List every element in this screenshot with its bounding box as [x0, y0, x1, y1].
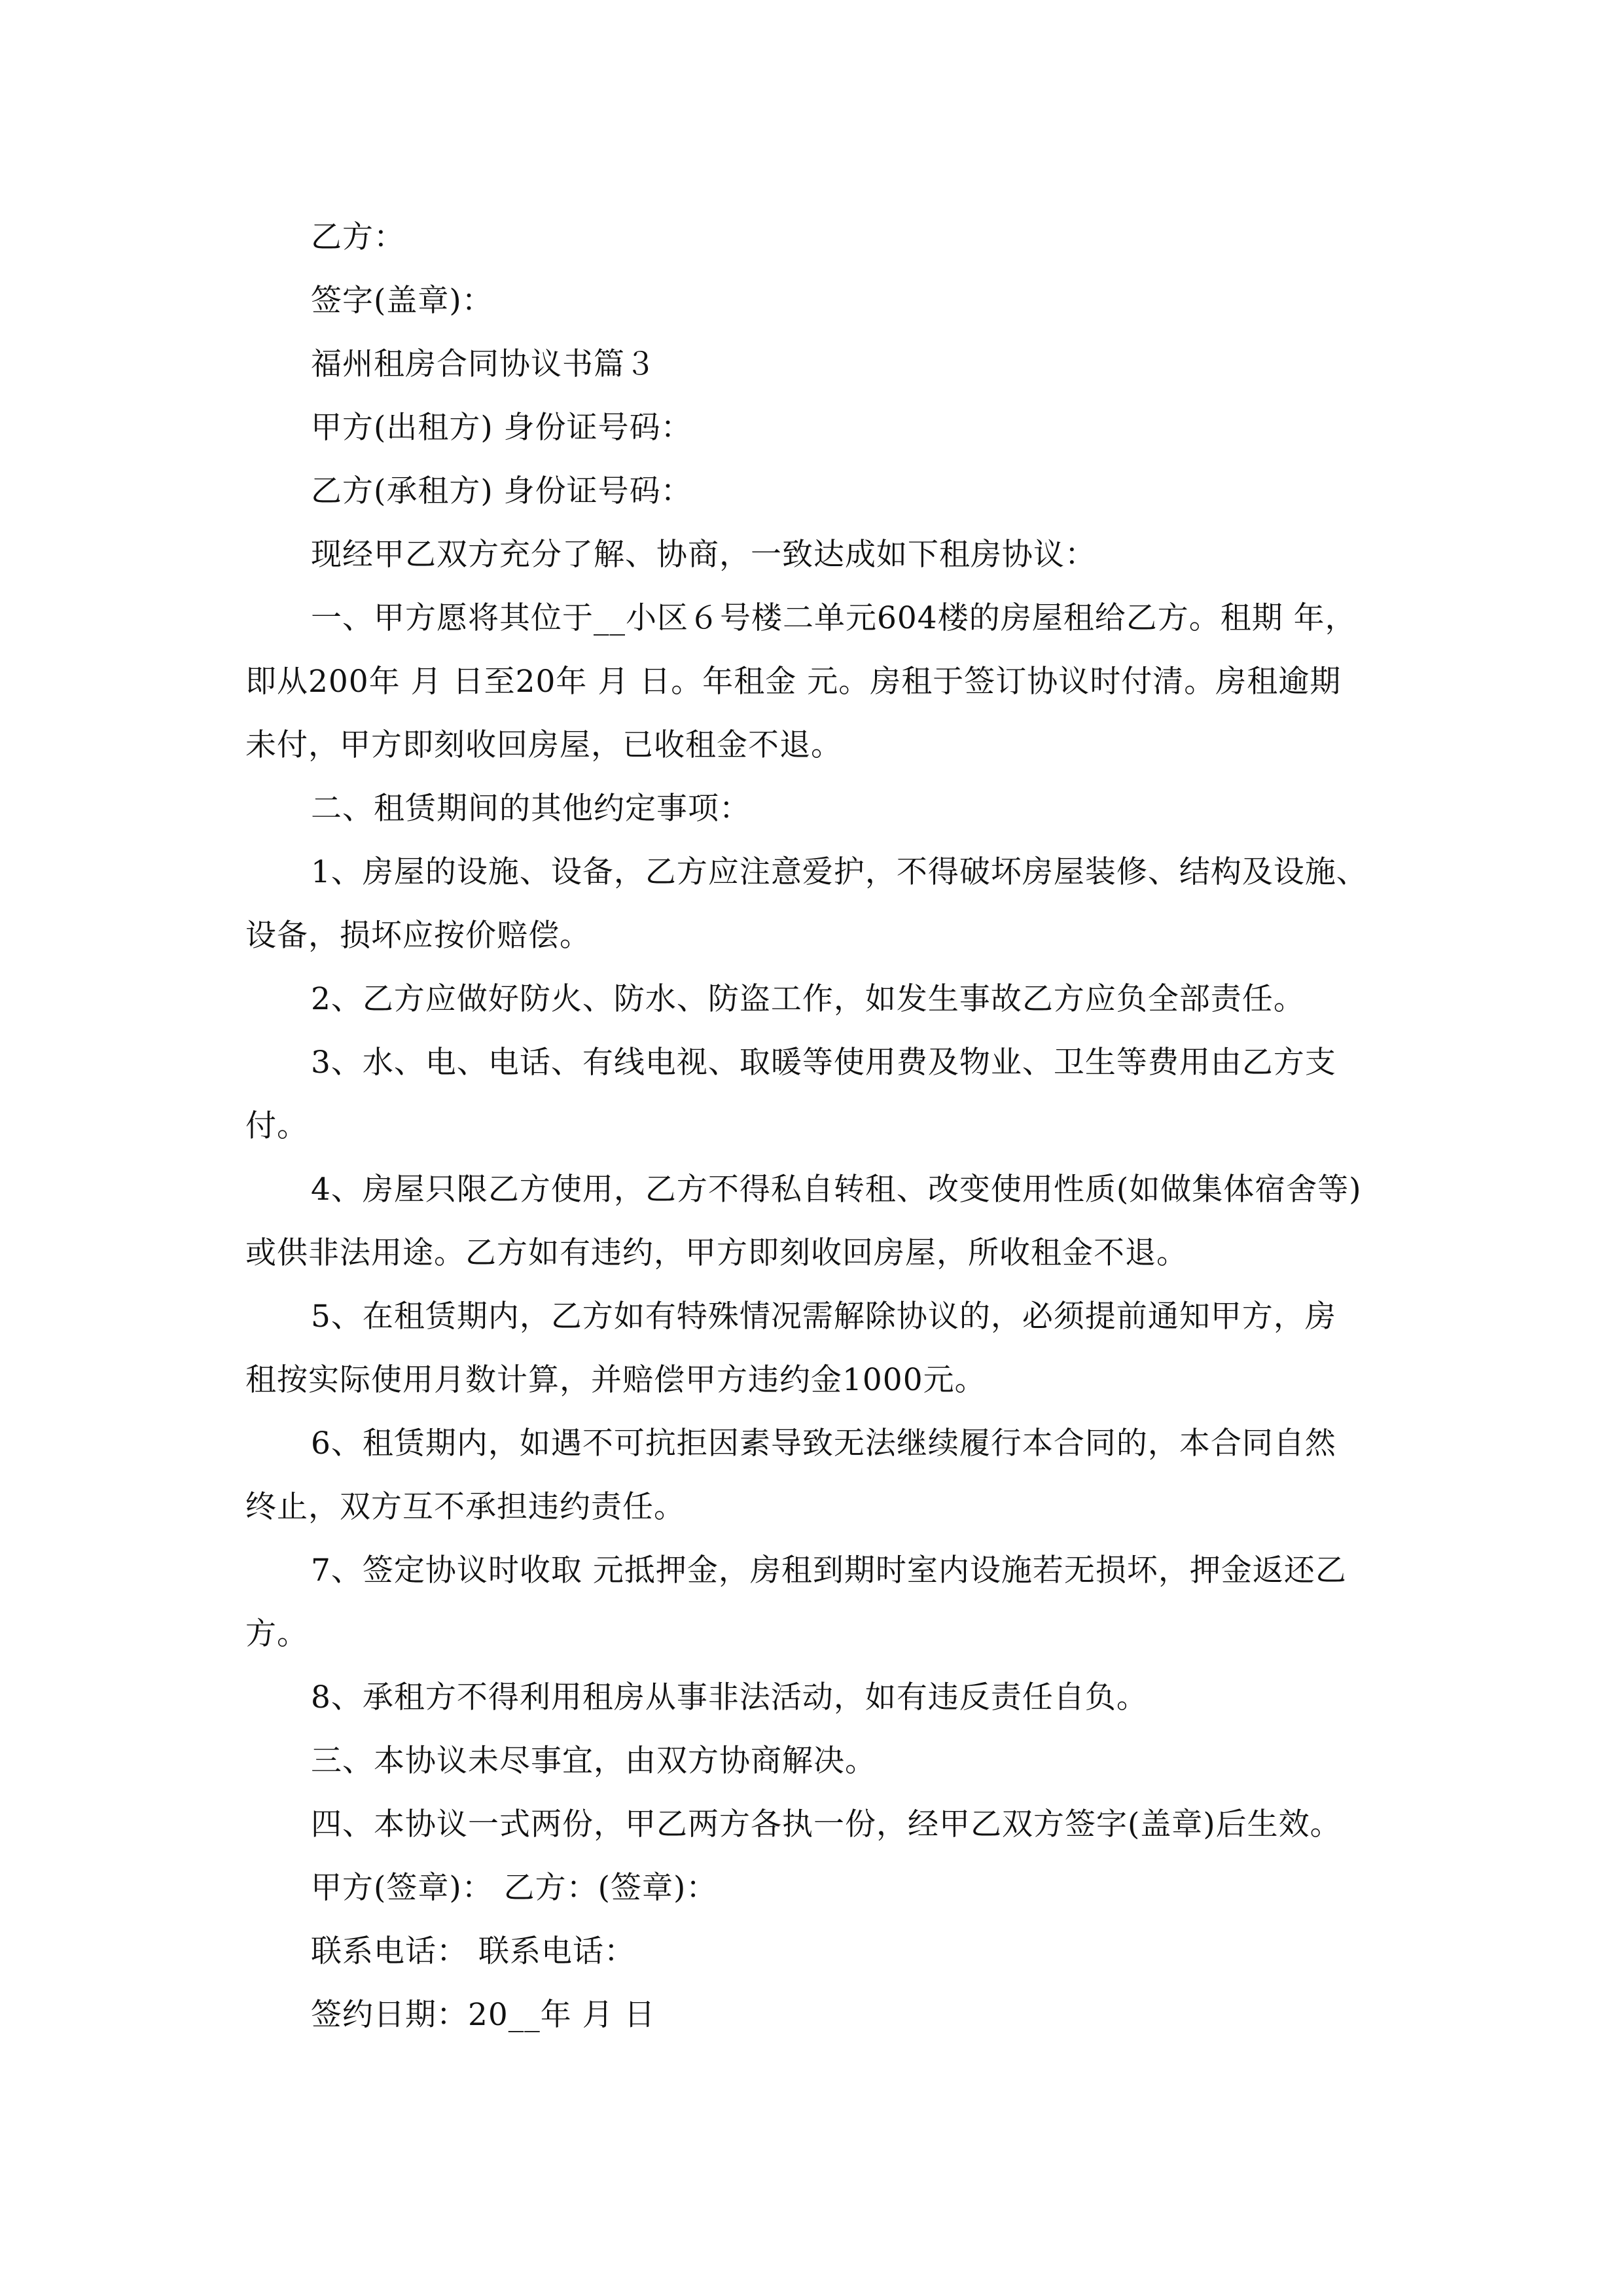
item-7-line-2: 方。 [245, 1616, 308, 1652]
clause-4: 四、本协议一式两份，甲乙两方各执一份，经甲乙双方签字(盖章)后生效。 [311, 1806, 1342, 1842]
party-b-id-line: 乙方(承租方) 身份证号码： [311, 473, 692, 509]
document-title: 福州租房合同协议书篇３ [311, 346, 656, 382]
item-5-line-1: 5、在租赁期内，乙方如有特殊情况需解除协议的，必须提前通知甲方，房 [311, 1299, 1336, 1335]
item-3-line-2: 付。 [245, 1108, 308, 1144]
item-7-line-1: 7、签定协议时收取 元抵押金，房租到期时室内设施若无损坏，押金返还乙 [311, 1552, 1347, 1588]
signature-seal-line: 签字(盖章)： [311, 283, 493, 319]
contact-phone-line: 联系电话： 联系电话： [311, 1933, 635, 1969]
clause-2-heading: 二、租赁期间的其他约定事项： [311, 791, 751, 827]
item-6-line-1: 6、租赁期内，如遇不可抗拒因素导致无法继续履行本合同的，本合同自然 [311, 1426, 1336, 1462]
item-1-line-1: 1、房屋的设施、设备，乙方应注意爱护，不得破坏房屋装修、结构及设施、 [311, 854, 1368, 890]
party-b-label: 乙方： [311, 219, 405, 255]
item-8: 8、承租方不得利用租房从事非法活动，如有违反责任自负。 [311, 1679, 1148, 1715]
clause-1-line-1: 一、甲方愿将其位于__小区６号楼二单元604楼的房屋租给乙方。租期 年， [311, 600, 1357, 636]
document-body [245, 206, 1397, 2047]
item-4-line-1: 4、房屋只限乙方使用，乙方不得私自转租、改变使用性质(如做集体宿舍等) [311, 1172, 1362, 1208]
item-6-line-2: 终止，双方互不承担违约责任。 [245, 1489, 685, 1525]
signing-date-line: 签约日期：20__年 月 日 [311, 1997, 656, 2033]
clause-1-line-3: 未付，甲方即刻收回房屋，已收租金不退。 [245, 727, 842, 763]
clause-3: 三、本协议未尽事宜，由双方协商解决。 [311, 1743, 876, 1779]
item-2: 2、乙方应做好防火、防水、防盗工作，如发生事故乙方应负全部责任。 [311, 981, 1305, 1017]
signature-line: 甲方(签章)： 乙方：(签章)： [311, 1870, 718, 1906]
party-a-id-line: 甲方(出租方) 身份证号码： [311, 410, 692, 446]
item-4-line-2: 或供非法用途。乙方如有违约，甲方即刻收回房屋，所收租金不退。 [245, 1235, 1188, 1271]
clause-1-line-2: 即从200年 月 日至20年 月 日。年租金 元。房租于签订协议时付清。房租逾期 [245, 664, 1342, 700]
item-5-line-2: 租按实际使用月数计算，并赔偿甲方违约金1000元。 [245, 1362, 986, 1398]
item-3-line-1: 3、水、电、电话、有线电视、取暖等使用费及物业、卫生等费用由乙方支 [311, 1045, 1336, 1081]
item-1-line-2: 设备，损坏应按价赔偿。 [245, 918, 591, 954]
agreement-intro: 现经甲乙双方充分了解、协商，一致达成如下租房协议： [311, 537, 1096, 573]
